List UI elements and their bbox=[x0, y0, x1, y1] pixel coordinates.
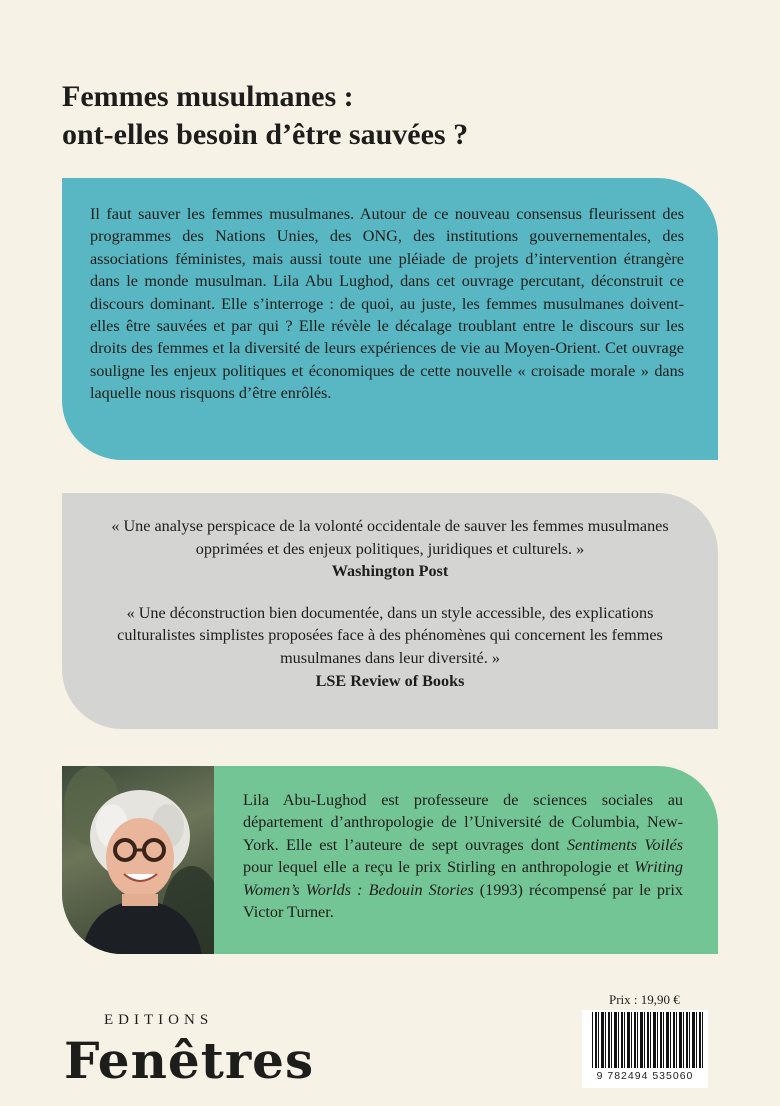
publisher-label: EDITIONS bbox=[104, 1012, 214, 1028]
publisher-logo: Fenêtres bbox=[64, 1031, 315, 1090]
author-photo bbox=[62, 766, 214, 954]
quotes-panel bbox=[62, 493, 718, 729]
price-label: Prix : 19,90 € bbox=[609, 992, 680, 1007]
author-portrait-icon bbox=[62, 766, 214, 954]
bio-text: pour lequel elle a reçu le prix Stirling en anthropologie et bbox=[243, 858, 635, 877]
author-bio bbox=[243, 789, 683, 923]
book-title: Sentiments Voilés bbox=[566, 835, 683, 854]
quote-text: « Une analyse perspicace de la volonté occidentale de sauver les femmes musulmanes opprimées et des enjeux politiques, juridiques et culturels. » bbox=[111, 517, 669, 558]
quote-block bbox=[96, 515, 684, 583]
author-panel bbox=[62, 766, 718, 954]
quote-source: LSE Review of Books bbox=[315, 671, 465, 690]
description-panel bbox=[62, 178, 718, 460]
page-title bbox=[62, 78, 712, 154]
bio-text: Lila Abu-Lughod est professeure de sciences sociales au département d’anthropologie de l’Université de Columbia, New-York. Elle est l’auteure de sept ouvrages dont bbox=[243, 791, 683, 854]
quote-block bbox=[96, 602, 684, 692]
quote-source: Washington Post bbox=[331, 562, 449, 581]
title-line-2: ont-elles besoin d’être sauvées ? bbox=[62, 118, 469, 151]
title-line-1: Femmes musulmanes : bbox=[62, 80, 354, 113]
book-title: Writing Women’s Worlds : Bedouin Stories bbox=[243, 858, 683, 899]
barcode-number: 9 782494 535060 bbox=[596, 1070, 694, 1082]
description-text: Il faut sauver les femmes musulmanes. Autour de ce nouveau consensus fleurissent des programmes des Nations Unies, des ONG, des institutions gouvernementales, des associations féministes, mais aussi toute une pléiade de projets d’intervention étrangère dans le monde musulman. Lila Abu Lughod, dans cet ouvrage percutant, déconstruit ce discours dominant. Elle s’interroge : de quoi, au juste, les femmes musulmanes doivent-elles être sauvées et par qui ? Elle révèle le décalage troublant entre le discours sur les droits des femmes et la diversité de leurs expériences de vie au Moyen-Orient. Cet ouvrage souligne les enjeux politiques et économiques de cette nouvelle « croisade morale » dans laquelle nous risquons d’être enrôlés. bbox=[90, 205, 684, 403]
barcode-icon bbox=[592, 1012, 704, 1068]
barcode bbox=[582, 1010, 708, 1088]
bio-text: (1993) récompensé par le prix Victor Turner. bbox=[243, 880, 684, 922]
quote-text: « Une déconstruction bien documentée, dans un style accessible, des explications culturalistes simplistes proposées face à des phénomènes qui concernent les femmes musulmanes dans leur diversité. » bbox=[117, 603, 663, 667]
